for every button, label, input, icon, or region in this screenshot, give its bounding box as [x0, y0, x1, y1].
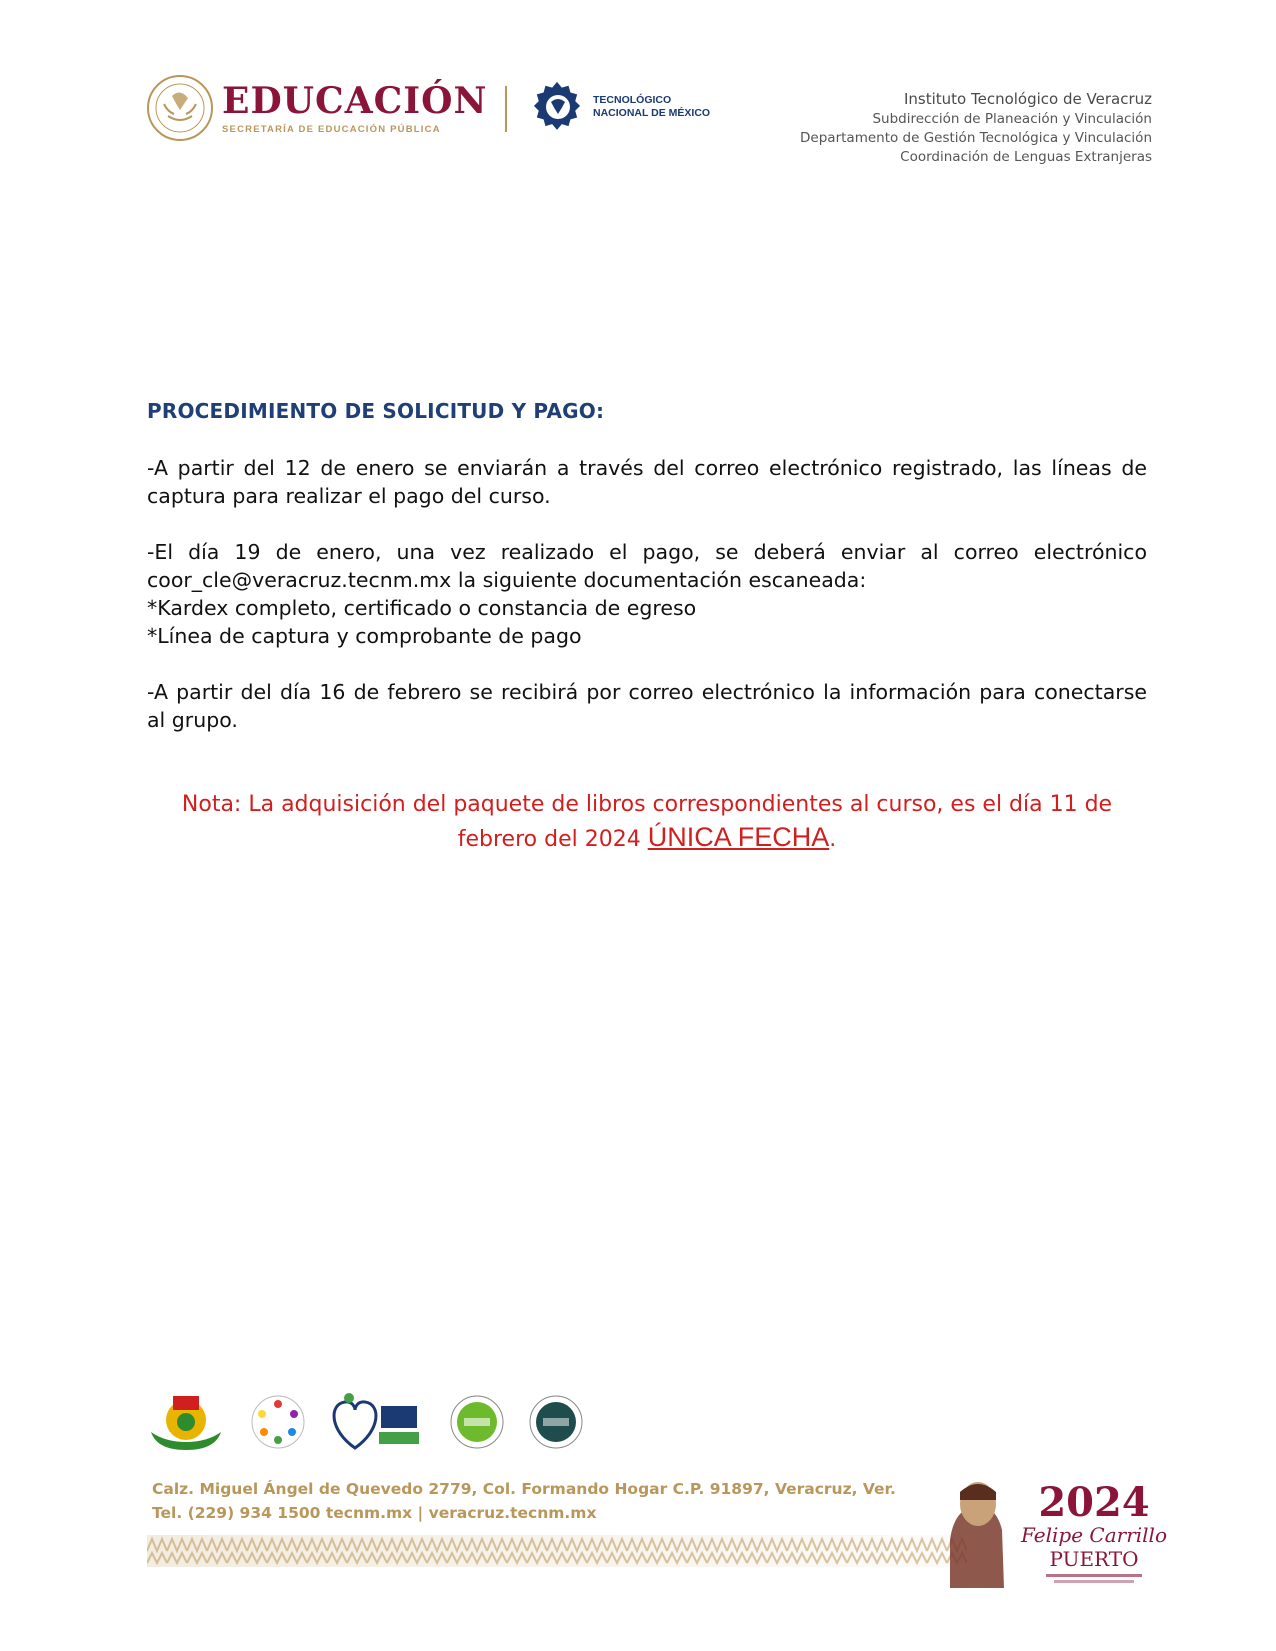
tecnm-logo: [533, 74, 710, 140]
mexican-coat-of-arms-icon: [146, 74, 214, 142]
iso-9001-icon: [529, 1392, 583, 1452]
paragraph-2-line: -El día 19 de enero, una vez realizado el pago, se deberá enviar al correo electrónico coor_cle@veracruz.tecnm.mx la siguiente documentación escaneada:: [147, 540, 1147, 592]
genero-seal-icon: [247, 1392, 309, 1452]
header-divider: [505, 86, 507, 132]
sep-wordmark: EDUCACIÓN: [222, 79, 488, 122]
footer-contact: Tel. (229) 934 1500 tecnm.mx | veracruz.tecnm.mx: [152, 1504, 597, 1522]
institution-name: Instituto Tecnológico de Veracruz: [903, 90, 1152, 108]
paragraph-2: [147, 538, 1147, 650]
section-heading: PROCEDIMIENTO DE SOLICITUD Y PAGO:: [147, 399, 605, 423]
note-emphasis: ÚNICA FECHA: [647, 822, 830, 852]
sep-logo: [146, 74, 487, 142]
institution-sub3: Coordinación de Lenguas Extranjeras: [900, 149, 1152, 165]
iso-14001-icon: [450, 1392, 504, 1452]
institution-sub2: Departamento de Gestión Tecnológica y Vinculación: [800, 130, 1152, 146]
institution-sub1: Subdirección de Planeación y Vinculación: [872, 111, 1152, 127]
footer-address-block: [152, 1477, 896, 1525]
note-tail: .: [829, 827, 837, 852]
felipe-carrillo-puerto-2024-emblem: [930, 1470, 1170, 1590]
paragraph-2-line: *Kardex completo, certificado o constancia de egreso: [147, 596, 697, 620]
tecnm-gear-eagle-icon: [533, 74, 583, 140]
emblem-year: 2024: [1038, 1479, 1150, 1526]
espacio-libre-plastico-icon: [325, 1392, 425, 1452]
tecnm-line2: NACIONAL DE MÉXICO: [593, 107, 711, 119]
sep-subtitle: SECRETARÍA DE EDUCACIÓN PÚBLICA: [222, 123, 441, 135]
emblem-name1: Felipe Carrillo: [1021, 1523, 1167, 1547]
tecnm-text: [593, 94, 710, 120]
paragraph-1: -A partir del 12 de enero se enviarán a través del correo electrónico registrado, las líneas de captura para realizar el pago del curso.: [147, 456, 1147, 508]
note-text: Nota: La adquisición del paquete de libros correspondientes al curso, es el día 11 de febrero del 2024: [181, 792, 1113, 852]
emblem-name2: PUERTO: [1049, 1547, 1139, 1571]
footer-address: Calz. Miguel Ángel de Quevedo 2779, Col. Formando Hogar C.P. 91897, Veracruz, Ver.: [152, 1480, 896, 1498]
itv-logo-icon: [147, 1392, 225, 1452]
note: [147, 788, 1147, 856]
decorative-band: [147, 1535, 967, 1567]
paragraph-2-line: *Línea de captura y comprobante de pago: [147, 624, 582, 648]
institution-block: [800, 89, 1152, 167]
sep-text: [222, 79, 488, 135]
paragraph-3: -A partir del día 16 de febrero se recibirá por correo electrónico la información para conectarse al grupo.: [147, 680, 1147, 732]
document-body: [147, 398, 1147, 734]
tecnm-line1: TECNOLÓGICO: [593, 94, 672, 106]
